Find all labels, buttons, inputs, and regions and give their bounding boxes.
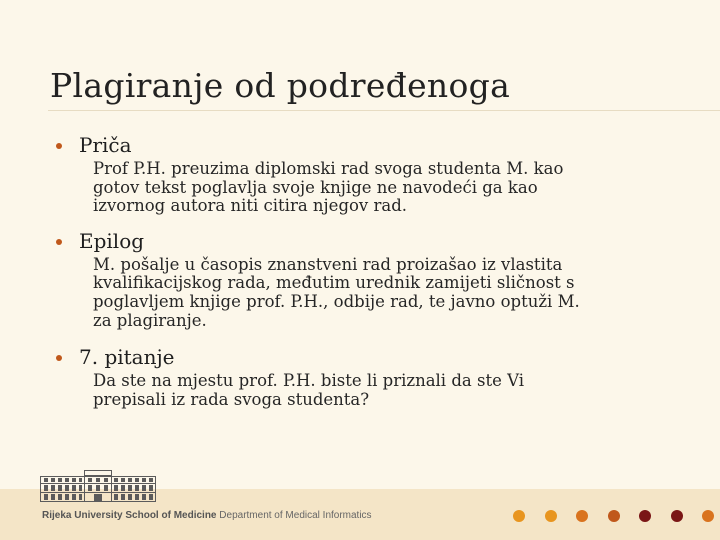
- bullet-dot-icon: [56, 239, 62, 245]
- bullet-heading: [56, 344, 696, 370]
- body-line: za plagiranje.: [93, 310, 207, 330]
- body-line: Prof P.H. preuzima diplomski rad svoga studenta M. kao: [93, 159, 564, 178]
- university-building-logo: [40, 470, 156, 502]
- bullet-body: [93, 160, 673, 216]
- body-line: izvornog autora niti citira njegov rad.: [93, 196, 408, 216]
- footer-school: Rijeka University School of Medicine: [42, 510, 217, 521]
- body-line: M. pošalje u časopis znanstveni rad proizašao iz vlastita: [93, 254, 563, 274]
- body-line: kvalifikacijskog rada, međutim urednik zamijeti sličnost s: [93, 273, 575, 293]
- bullet-dot-icon: [56, 355, 62, 361]
- bullet-body: [93, 256, 673, 330]
- decorative-dot-icon: [545, 510, 557, 522]
- section-question: [56, 344, 696, 409]
- bullet-body: [93, 372, 673, 409]
- body-line: poglavljem knjige prof. P.H., odbije rad, te javno optuži M.: [93, 291, 580, 311]
- bullet-dot-icon: [56, 143, 62, 149]
- decorative-dot-icon: [639, 510, 651, 522]
- decorative-dot-icon: [702, 510, 714, 522]
- section-story: [56, 132, 696, 216]
- footer-department: Department of Medical Informatics: [219, 510, 372, 521]
- bullet-heading-text: Priča: [79, 133, 132, 157]
- bullet-heading: [56, 228, 696, 254]
- decorative-dot-icon: [608, 510, 620, 522]
- decorative-dot-icon: [513, 510, 525, 522]
- decorative-dot-icon: [576, 510, 588, 522]
- footer-caption: [42, 510, 372, 521]
- decorative-dot-icon: [671, 510, 683, 522]
- title-divider: [48, 110, 720, 111]
- body-line: prepisali iz rada svoga studenta?: [93, 389, 370, 409]
- bullet-heading-text: 7. pitanje: [79, 345, 175, 370]
- body-line: gotov tekst poglavlja svoje knjige ne navodeći ga kao: [93, 177, 538, 197]
- body-line: Da ste na mjestu prof. P.H. biste li priznali da ste Vi: [93, 371, 524, 391]
- bullet-heading-text: Epilog: [79, 228, 145, 253]
- slide-content: [56, 132, 696, 409]
- bullet-heading: [56, 132, 696, 158]
- section-epilogue: [56, 228, 696, 330]
- slide-title: Plagiranje od podređenoga: [50, 66, 511, 105]
